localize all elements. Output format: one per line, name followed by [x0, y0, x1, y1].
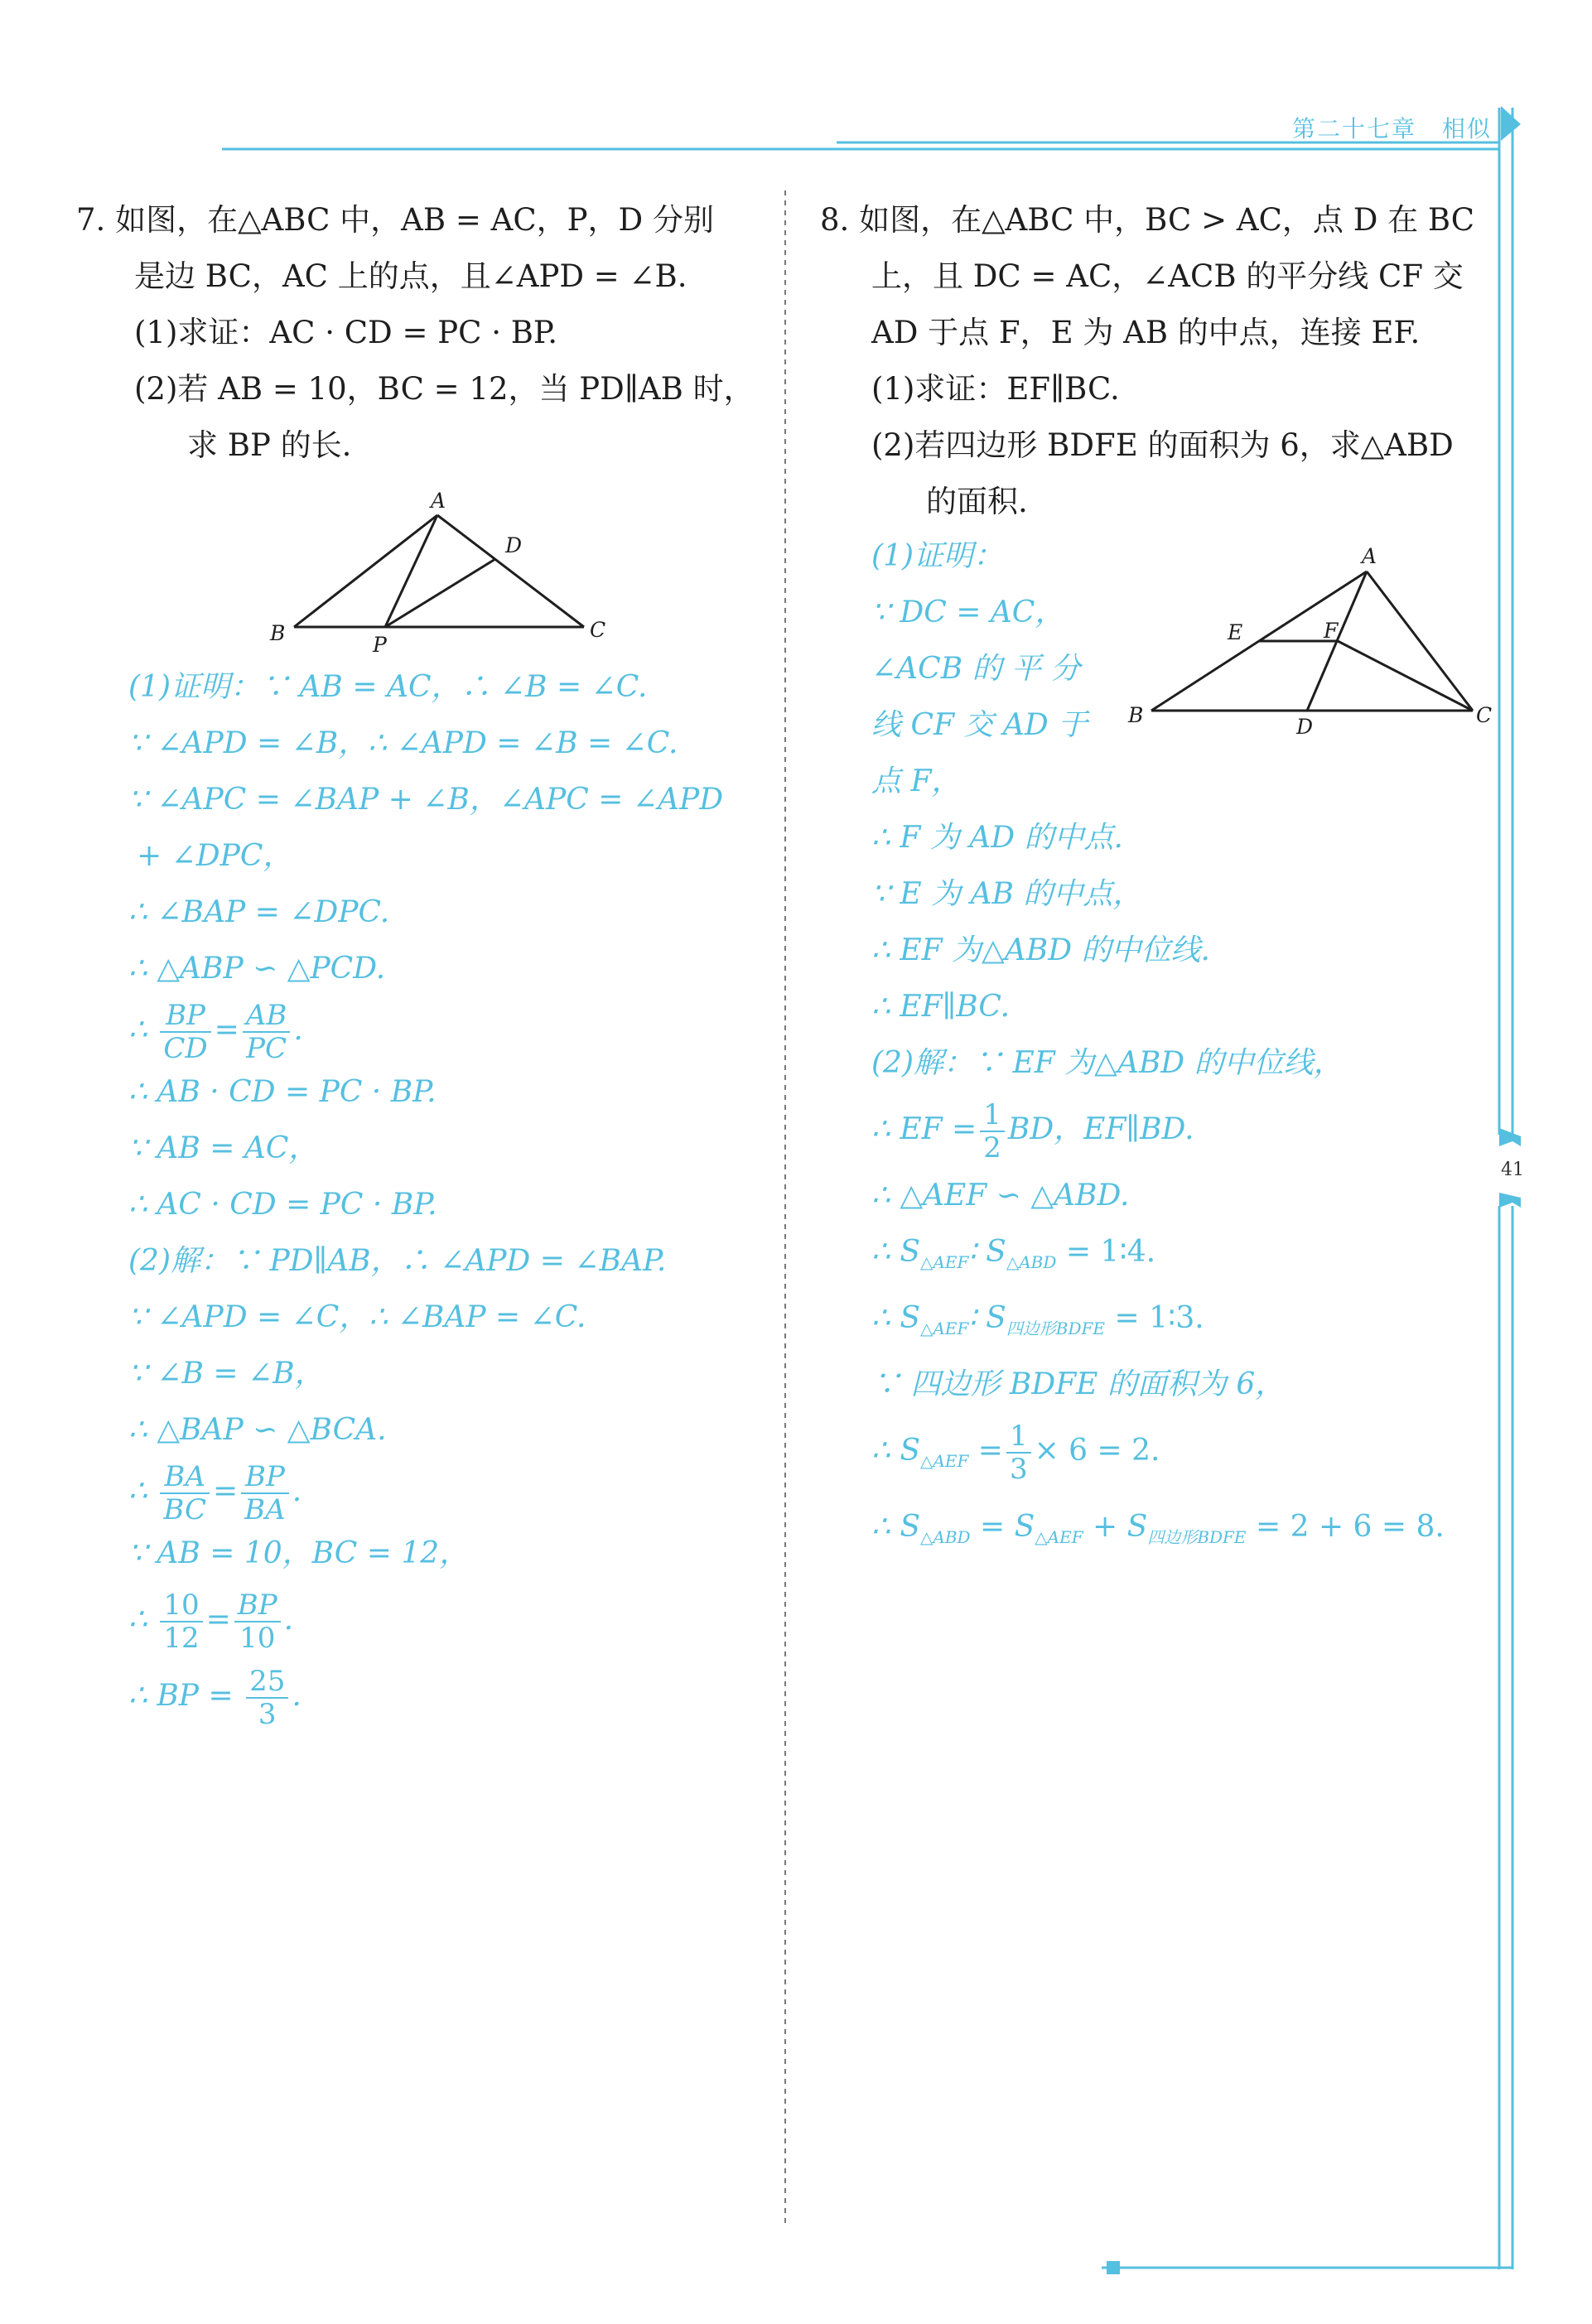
q8-ans-line: 线 CF 交 AD 于	[871, 708, 1088, 742]
q8-ans-line: 点 F，	[871, 764, 962, 798]
q7-ans-line: ∴ AB · CD = PC · BP.	[128, 1075, 437, 1109]
q8-label-a: A	[1362, 544, 1377, 568]
q8-ans-ratio-1: ∴ $S_{\triangle AEF}∶$ $S_{\triangle ABD}$ = 1∶4.	[871, 1235, 1156, 1272]
q7-ans-fraction-4: ∴ BP = $\frac{25}{3}$ .	[128, 1665, 302, 1731]
q8-line-6: 的面积.	[926, 484, 1028, 519]
question-7	[76, 192, 755, 474]
q8-ans-line: ∴ F 为 AD 的中点.	[871, 821, 1123, 855]
q7-line-3: (1)求证：AC · CD = PC · BP.	[134, 315, 558, 350]
chapter-title: 第二十七章	[1292, 115, 1417, 142]
q8-line-5: (2)若四边形 BDFE 的面积为 6，求△ABD	[871, 427, 1454, 463]
q8-ans-line: ∴ △AEF ∽ △ABD.	[871, 1179, 1130, 1213]
q7-label-p: P	[373, 633, 387, 657]
q7-label-d: D	[505, 533, 523, 557]
q7-ans-line: ∴ △BAP ∽ △BCA.	[128, 1413, 387, 1447]
q8-ans-line: (2)解：∵ EF 为△ABD 的中位线，	[871, 1046, 1344, 1080]
q7-ans-line: ∴ △ABP ∽ △PCD.	[128, 952, 386, 986]
chapter-header	[1292, 111, 1492, 144]
q7-ans-fraction-3: ∴ $\frac{10}{12}$ = $\frac{BP}{10}$ .	[128, 1589, 294, 1655]
q8-ans-ratio-2: ∴ $S_{\triangle AEF}∶$ $S_{四边形BDFE}$ = 1∶3.	[871, 1301, 1204, 1338]
q8-label-c: C	[1476, 703, 1493, 727]
q7-label-a: A	[431, 489, 446, 513]
q7-ans-line: ∵ ∠APD = ∠C，∴ ∠BAP = ∠C.	[128, 1300, 586, 1334]
q8-ans-fraction-2: ∴ $S_{\triangle AEF}$ = $\frac{1}{3}$ × 6 = 2.	[871, 1420, 1160, 1486]
q7-line-1: 7. 如图，在△ABC 中，AB = AC，P，D 分别	[76, 202, 714, 238]
q8-ans-line: ∵ 四边形 BDFE 的面积为 6，	[871, 1367, 1286, 1401]
q8-ans-line: ∵ DC = AC，	[871, 595, 1065, 629]
q7-ans-fraction-1: ∴ $\frac{BP}{CD}$ = $\frac{AB}{PC}$ .	[128, 999, 303, 1065]
q7-line-5: 求 BP 的长.	[187, 427, 352, 463]
q7-ans-line: ∵ AB = AC，	[128, 1131, 319, 1165]
q8-line-4: (1)求证：EF∥BC.	[871, 371, 1120, 407]
q8-line-1: 8. 如图，在△ABC 中，BC > AC，点 D 在 BC	[820, 202, 1475, 238]
question-8	[820, 192, 1474, 530]
q8-ans-line: ∵ E 为 AB 的中点，	[871, 877, 1143, 911]
q8-line-3: AD 于点 F，E 为 AB 的中点，连接 EF.	[871, 315, 1421, 350]
q8-label-e: E	[1228, 620, 1243, 644]
q7-label-b: B	[270, 621, 286, 645]
q8-line-2: 上，且 DC = AC，∠ACB 的平分线 CF 交	[871, 258, 1464, 294]
q7-ans-line: (1)证明：∵ AB = AC，∴ ∠B = ∠C.	[128, 670, 648, 704]
q7-ans-line: (2)解：∵ PD∥AB，∴ ∠APD = ∠BAP.	[128, 1244, 667, 1278]
q8-ans-line: ∠ACB 的 平 分	[871, 652, 1081, 686]
q8-ans-line: ∴ EF∥BC.	[871, 990, 1011, 1024]
q7-answer	[128, 659, 723, 1734]
page-number: 41	[1501, 1160, 1524, 1180]
q7-ans-line: ∵ ∠APC = ∠BAP + ∠B，∠APC = ∠APD	[128, 783, 724, 817]
q7-ans-line: ∴ AC · CD = PC · BP.	[128, 1188, 437, 1222]
q7-ans-line: ∵ ∠B = ∠B，	[128, 1357, 325, 1391]
q8-ans-final: ∴ $S_{\triangle ABD} = S_{\triangle AEF} + S_{四边形BDFE} = 2 + 6 = 8$.	[871, 1510, 1445, 1547]
q8-label-b: B	[1128, 703, 1144, 727]
q8-answer	[871, 528, 1445, 1565]
q8-ans-line: (1)证明：	[871, 539, 1003, 573]
q7-ans-line: + ∠DPC，	[137, 839, 293, 873]
chapter-topic: 相似	[1441, 115, 1492, 142]
q7-ans-line: ∵ AB = 10，BC = 12，	[128, 1536, 470, 1570]
q7-line-2: 是边 BC，AC 上的点，且∠APD = ∠B.	[134, 258, 687, 294]
q8-label-d: D	[1296, 715, 1314, 739]
q7-figure	[265, 485, 613, 658]
q7-label-c: C	[590, 618, 606, 642]
q7-ans-fraction-2: ∴ $\frac{BA}{BC}$ = $\frac{BP}{BA}$ .	[128, 1460, 302, 1526]
q7-line-4: (2)若 AB = 10，BC = 12，当 PD∥AB 时，	[134, 371, 755, 407]
q8-ans-line: ∴ EF 为△ABD 的中位线.	[871, 933, 1210, 967]
q7-ans-line: ∵ ∠APD = ∠B，∴ ∠APD = ∠B = ∠C.	[128, 726, 678, 760]
q8-ans-fraction-1: ∴ EF = $\frac{1}{2}$ BD，EF∥BD.	[871, 1098, 1194, 1164]
q8-label-f: F	[1324, 619, 1339, 643]
q7-ans-line: ∴ ∠BAP = ∠DPC.	[128, 895, 390, 929]
